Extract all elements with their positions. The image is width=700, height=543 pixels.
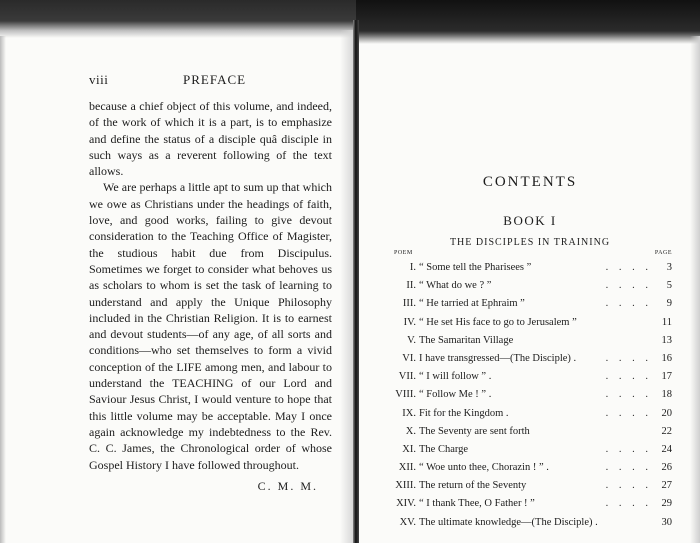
entry-number: I. [409, 262, 416, 273]
entry-title: “ He set His face to go to Jerusalem ” [419, 316, 577, 328]
contents-entry [386, 314, 674, 332]
running-title: PREFACE [183, 72, 247, 87]
entry-page-number: 9 [666, 298, 672, 310]
contents-entry [386, 259, 674, 277]
entry-page-number: 27 [661, 480, 672, 492]
entry-number: X. [405, 425, 416, 437]
contents-entry [386, 295, 674, 313]
entry-page-number: 18 [661, 389, 672, 401]
section-title: THE DISCIPLES IN TRAINING [449, 237, 611, 248]
entry-title: “ I thank Thee, O Father ! ” [419, 498, 535, 510]
entry-title: The Charge [419, 443, 469, 455]
entry-title: “ Follow Me ! ” . [419, 389, 492, 401]
signature: C. M. M. [257, 478, 318, 493]
right-page-edge [690, 36, 700, 543]
entry-title: Fit for the Kingdom . [419, 407, 509, 419]
leader-dots: . . . . [605, 407, 652, 419]
entry-page-number: 11 [661, 316, 672, 328]
entry-page-number: 26 [661, 462, 672, 474]
entry-number: VII. [398, 371, 416, 383]
entry-title: “ He tarried at Ephraim ” [419, 298, 525, 310]
entry-title: “ Some tell the Pharisees ” [419, 262, 532, 273]
entry-number: XIII. [395, 480, 416, 492]
entry-title: “ Woe unto thee, Chorazin ! ” . [419, 462, 549, 474]
entry-page-number: 30 [661, 516, 672, 528]
entry-page-number: 24 [661, 443, 672, 455]
entry-title: The return of the Seventy [419, 480, 527, 492]
entry-number: IX. [402, 407, 416, 419]
leader-dots: . . . . [605, 480, 652, 492]
leader-dots: . . . . [605, 498, 652, 510]
contents-entry [386, 332, 674, 350]
entry-title: The ultimate knowledge—(The Disciple) . [419, 516, 598, 528]
leader-dots: . . . . [605, 280, 652, 292]
leader-dots: . . . . [605, 462, 652, 474]
entry-number: XII. [398, 462, 416, 474]
top-scan-shadow-right [356, 0, 700, 44]
entry-title: “ What do we ? ” [419, 280, 492, 292]
entry-number: XIV. [396, 498, 416, 510]
leader-dots: . . . . [605, 352, 652, 364]
page-column-header: PAGE [654, 250, 672, 256]
entry-number: IV. [403, 316, 416, 328]
contents-entry [386, 423, 674, 441]
leader-dots: . . . . [605, 298, 652, 310]
preface-paragraph-1: because a chief object of this volume, and indeed, of the work of which it is a part, is to emphasize and define the status of a disciple quâ disciple in such ways as a reverent following of the text allows. [89, 99, 332, 179]
entry-page-number: 5 [666, 280, 672, 292]
contents-entry [386, 514, 674, 532]
entry-number: V. [407, 334, 416, 346]
running-head [89, 72, 332, 92]
left-page [89, 72, 332, 494]
entry-page-number: 29 [661, 498, 672, 510]
contents-entry [386, 477, 674, 495]
entry-title: The Seventy are sent forth [419, 425, 530, 437]
contents-entry [386, 459, 674, 477]
leader-dots: . . . . [605, 371, 652, 383]
contents-title: CONTENTS [482, 174, 578, 190]
entry-number: III. [402, 298, 416, 310]
contents-entry [386, 386, 674, 404]
contents-entry [386, 350, 674, 368]
gutter-shade [340, 30, 354, 543]
entry-number: II. [406, 280, 416, 292]
contents-entry [386, 441, 674, 459]
entry-title: The Samaritan Village [419, 334, 514, 346]
leader-dots: . . . . [605, 389, 652, 401]
entry-page-number: 22 [661, 425, 672, 437]
poem-column-header: POEM [394, 250, 413, 256]
entry-number: XV. [399, 516, 416, 528]
entry-number: VI. [402, 352, 416, 364]
column-headers [386, 250, 674, 259]
contents-entry [386, 368, 674, 386]
contents-list [386, 259, 674, 532]
entry-page-number: 13 [661, 334, 672, 346]
preface-text [89, 98, 332, 473]
preface-paragraph-2: We are perhaps a little apt to sum up that which we owe as Christians under the headings of faith, love, and good works, failing to give devout consideration to the Teaching Office of Magister, the studious habit due from Discipulus. Sometimes we forget to consider what behoves us as scholars to whom is set the task of learning to understand and apply the Unique Philosophy included in the Christian Religion. It is to earnest and devout students—of any age, of all sorts and conditions—who set themselves to form a vivid conception of the LIFE among men, and labour to understand the TEACHING of our Lord and Saviour Jesus Christ, I would venture to hope that this little volume may be acceptable. May I once again acknowledge my indebtedness to the Rev. C. C. James, the Chronological order of whose Gospel History I have followed throughout. [89, 180, 332, 472]
page-number: viii [89, 72, 109, 87]
leader-dots: . . . . [605, 262, 652, 273]
book-spine [353, 20, 359, 543]
contents-entry [386, 405, 674, 423]
entry-page-number: 3 [666, 262, 672, 273]
contents-entry [386, 277, 674, 295]
book-title: BOOK I [503, 213, 557, 228]
right-page [386, 174, 674, 532]
leader-dots: . . . . [605, 443, 652, 455]
left-page-edge [0, 36, 6, 543]
entry-page-number: 17 [661, 371, 672, 383]
entry-number: VIII. [395, 389, 416, 401]
entry-page-number: 16 [661, 352, 672, 364]
entry-title: “ I will follow ” . [419, 371, 492, 383]
entry-number: XI. [402, 443, 416, 455]
entry-title: I have transgressed—(The Disciple) . [419, 352, 577, 364]
entry-page-number: 20 [661, 407, 672, 419]
contents-entry [386, 495, 674, 513]
